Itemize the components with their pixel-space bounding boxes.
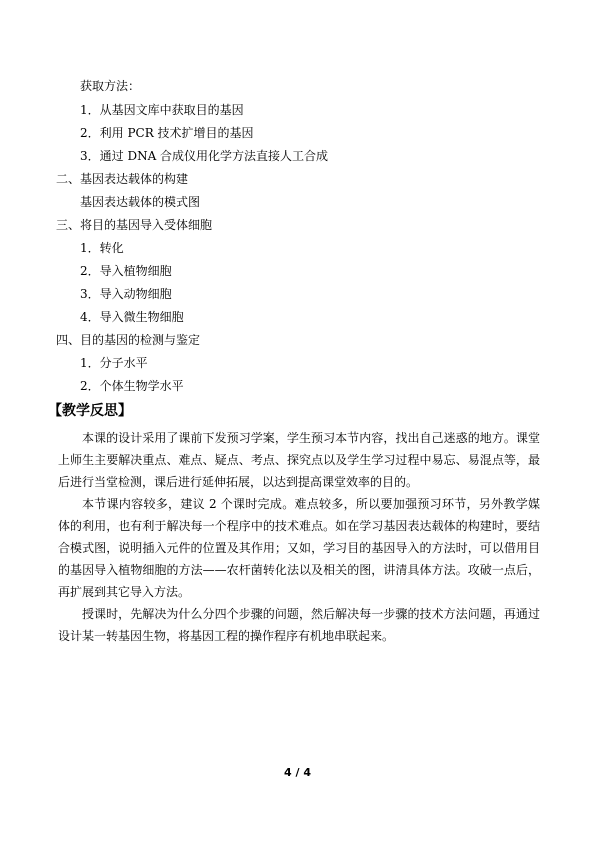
acquire-item-2: 2．利用 PCR 技术扩增目的基因	[80, 126, 254, 140]
reflection-paragraph-1: 本课的设计采用了课前下发预习学案，学生预习本节内容，找出自己迷惑的地方。课堂上师生主要解决重点、难点、疑点、考点、探究点以及学生学习过程中易忘、易混点等，最后进行当堂检测，课后进行延伸拓展，以达到提高课堂效率的目的。	[58, 431, 540, 489]
section-3-heading: 三、将目的基因导入受体细胞	[56, 218, 213, 232]
page-number: 4 / 4	[284, 766, 311, 779]
reflection-heading: 【教学反思】	[48, 403, 132, 419]
acquire-method-title: 获取方法：	[80, 79, 141, 93]
section-2-sub: 基因表达载体的模式图	[80, 195, 201, 209]
reflection-paragraph-2: 本节课内容较多，建议 2 个课时完成。难点较多，所以要加强预习环节，另外教学媒体的利用，也有利于解决每一个程序中的技术难点。如在学习基因表达载体的构建时，要结合模式图，说明插入元件的位置及其作用；又如，学习目的基因导入的方法时，可以借用目的基因导入植物细胞的方法——农杆菌转化法以及相关的图，讲清具体方法。攻破一点后，再扩展到其它导入方法。	[58, 497, 540, 599]
section-3-item-4: 4．导入微生物细胞	[80, 310, 184, 324]
section-4-heading: 四、目的基因的检测与鉴定	[56, 333, 201, 347]
acquire-item-1: 1．从基因文库中获取目的基因	[80, 103, 244, 117]
section-3-item-2: 2．导入植物细胞	[80, 264, 172, 278]
acquire-item-3: 3．通过 DNA 合成仪用化学方法直接人工合成	[80, 149, 329, 163]
section-4-item-2: 2．个体生物学水平	[80, 379, 184, 393]
section-3-item-1: 1．转化	[80, 241, 124, 255]
section-2-heading: 二、基因表达载体的构建	[56, 172, 189, 186]
section-3-item-3: 3．导入动物细胞	[80, 287, 172, 301]
reflection-paragraph-3: 授课时，先解决为什么分四个步骤的问题，然后解决每一步骤的技术方法问题，再通过设计某一转基因生物，将基因工程的操作程序有机地串联起来。	[58, 607, 540, 643]
reflection-body	[58, 427, 540, 647]
section-4-item-1: 1．分子水平	[80, 356, 148, 370]
